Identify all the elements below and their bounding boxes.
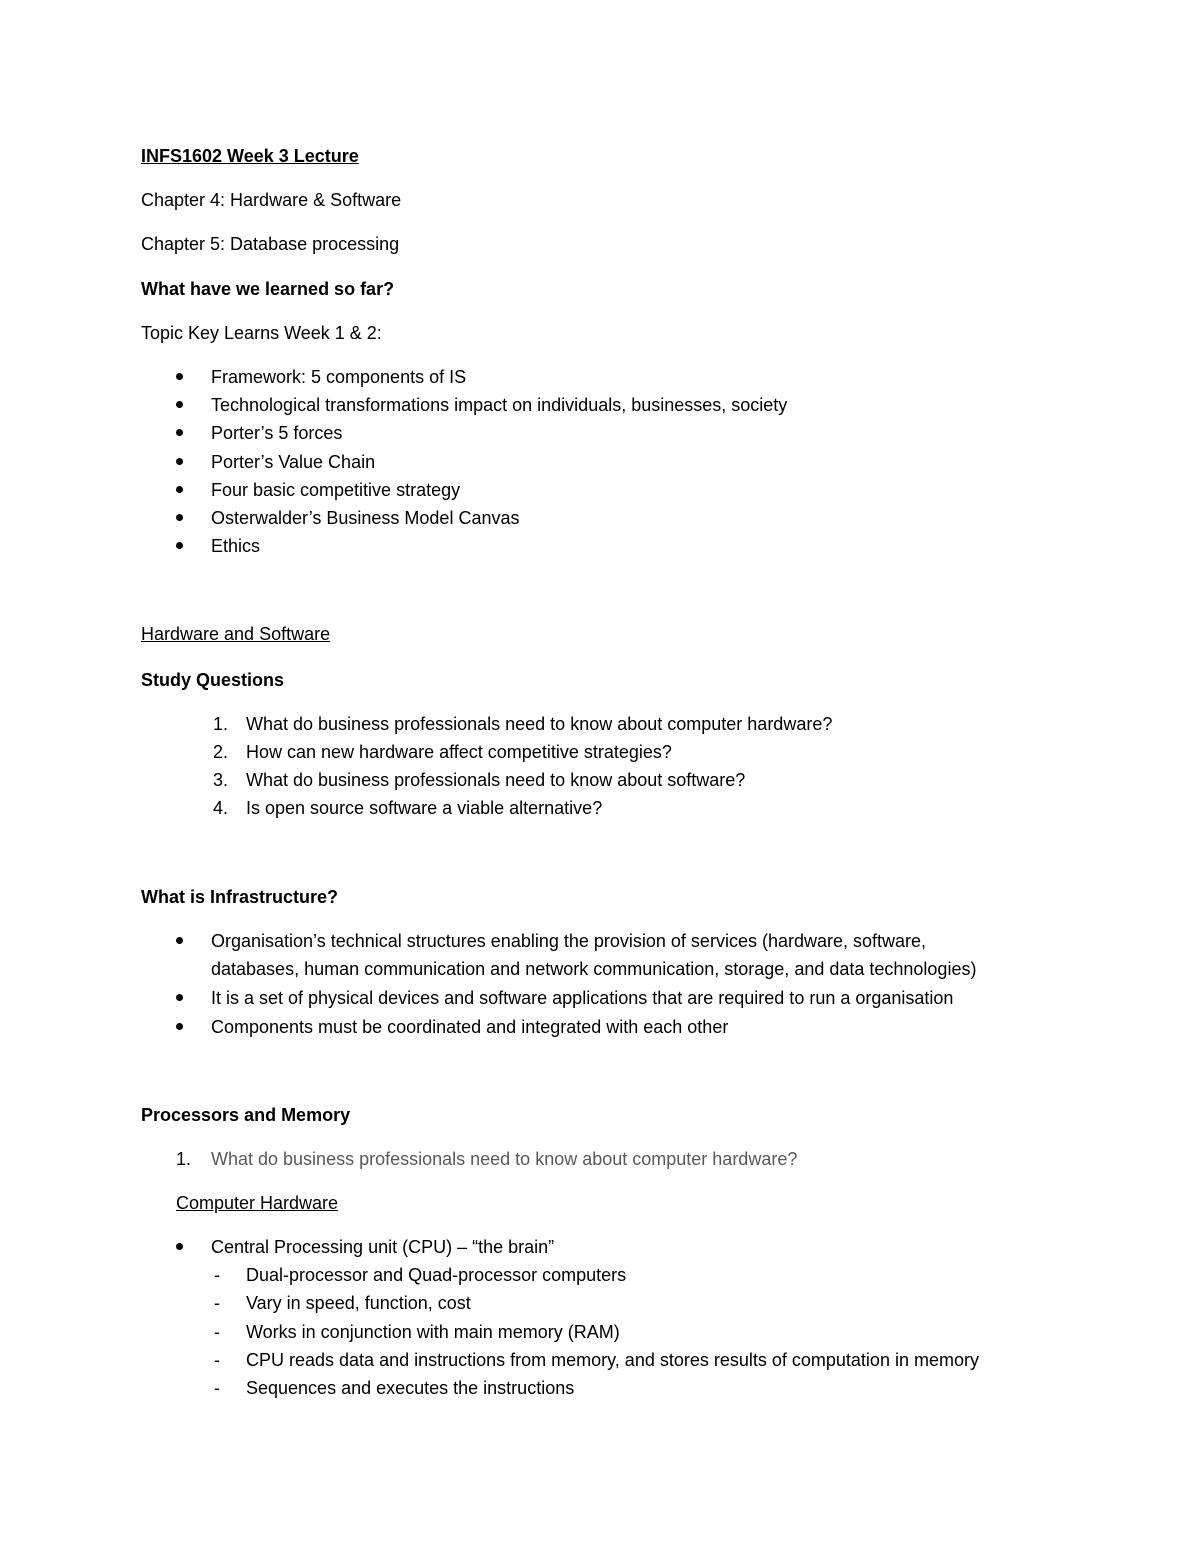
- list-item-text: What do business professionals need to know about computer hardware?: [246, 714, 833, 734]
- list-item-text: Vary in speed, function, cost: [246, 1293, 471, 1313]
- list-item-text: Porter’s 5 forces: [211, 423, 343, 443]
- list-item-text: Osterwalder’s Business Model Canvas: [211, 508, 520, 528]
- bullet-icon: [176, 1243, 183, 1250]
- bullet-icon: [176, 429, 183, 436]
- list-number: 2.: [213, 742, 229, 762]
- list-item-text: Four basic competitive strategy: [211, 480, 461, 500]
- list-item-text: What do business professionals need to know about software?: [246, 770, 746, 790]
- list-item-text: It is a set of physical devices and software applications that are required to run a organisation: [211, 988, 954, 1008]
- study-questions-heading: Study Questions: [141, 670, 285, 690]
- key-learns-label: Topic Key Learns Week 1 & 2:: [141, 323, 382, 343]
- list-item-text: Components must be coordinated and integrated with each other: [211, 1017, 729, 1037]
- dash-marker: -: [214, 1265, 220, 1285]
- bullet-icon: [176, 542, 183, 549]
- dash-marker: -: [214, 1378, 220, 1398]
- bullet-icon: [176, 373, 183, 380]
- list-item-text: What do business professionals need to know about computer hardware?: [211, 1149, 798, 1169]
- dash-marker: -: [214, 1293, 220, 1313]
- dash-marker: -: [214, 1322, 220, 1342]
- list-number: 1.: [213, 714, 229, 734]
- doc-title: INFS1602 Week 3 Lecture: [141, 146, 359, 166]
- proc-heading: Processors and Memory: [141, 1105, 351, 1125]
- list-item-text: Central Processing unit (CPU) – “the brain”: [211, 1237, 555, 1257]
- list-item-text: Dual-processor and Quad-processor computers: [246, 1265, 627, 1285]
- bullet-icon: [176, 994, 183, 1001]
- list-item-text: Porter’s Value Chain: [211, 452, 376, 472]
- list-number: 3.: [213, 770, 229, 790]
- list-item-text: Works in conjunction with main memory (RAM): [246, 1322, 620, 1342]
- bullet-icon: [176, 1023, 183, 1030]
- dash-marker: -: [214, 1350, 220, 1370]
- list-item-text: Organisation’s technical structures enabling the provision of services (hardware, software,: [211, 931, 927, 951]
- list-item-text-continued: databases, human communication and network communication, storage, and data technologies): [211, 959, 977, 979]
- list-item-text: Is open source software a viable alternative?: [246, 798, 603, 818]
- comp-hw-heading: Computer Hardware: [176, 1193, 339, 1213]
- list-number: 1.: [176, 1149, 192, 1169]
- list-item-text: How can new hardware affect competitive strategies?: [246, 742, 672, 762]
- bullet-icon: [176, 458, 183, 465]
- bullet-icon: [176, 514, 183, 521]
- list-item-text: CPU reads data and instructions from memory, and stores results of computation in memory: [246, 1350, 979, 1370]
- list-item-text: Framework: 5 components of IS: [211, 367, 467, 387]
- infra-heading: What is Infrastructure?: [141, 887, 339, 907]
- list-item-text: Sequences and executes the instructions: [246, 1378, 575, 1398]
- list-item-text: Technological transformations impact on individuals, businesses, society: [211, 395, 788, 415]
- bullet-icon: [176, 486, 183, 493]
- bullet-icon: [176, 937, 183, 944]
- chapter-4-line: Chapter 4: Hardware & Software: [141, 190, 402, 210]
- list-number: 4.: [213, 798, 229, 818]
- list-item-text: Ethics: [211, 536, 261, 556]
- hw-sw-heading: Hardware and Software: [141, 624, 331, 644]
- learned-heading: What have we learned so far?: [141, 279, 395, 299]
- bullet-icon: [176, 401, 183, 408]
- chapter-5-line: Chapter 5: Database processing: [141, 234, 400, 254]
